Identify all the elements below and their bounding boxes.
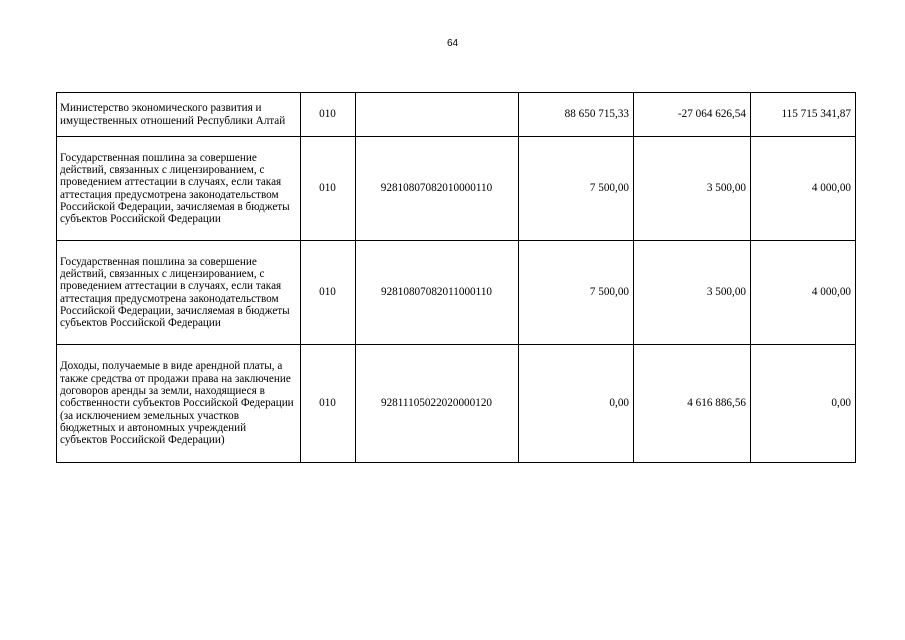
row-kbk-cell: 92810807082010000110 — [356, 137, 519, 241]
row-name-cell: Государственная пошлина за совершение действий, связанных с лицензированием, с проведением аттестации в случаях, если такая аттестация предусмотрена законодательством Российской Федерации, зачисляемая в бюджеты субъектов Российской Федерации — [57, 137, 301, 241]
row-value3-cell: 0,00 — [751, 345, 856, 463]
revenue-table — [56, 92, 856, 463]
row-kbk-cell: 92810807082011000110 — [356, 241, 519, 345]
row-value1-cell: 0,00 — [519, 345, 634, 463]
row-value2-cell: 3 500,00 — [634, 137, 751, 241]
page-number: 64 — [446, 38, 459, 49]
row-code-cell: 010 — [301, 137, 356, 241]
row-value1-cell: 7 500,00 — [519, 241, 634, 345]
table-row — [57, 137, 856, 241]
row-value3-cell: 115 715 341,87 — [751, 93, 856, 137]
row-value2-cell: 4 616 886,56 — [634, 345, 751, 463]
row-name-cell: Министерство экономического развития и имущественных отношений Республики Алтай — [57, 93, 301, 137]
row-code-cell: 010 — [301, 345, 356, 463]
row-value1-cell: 88 650 715,33 — [519, 93, 634, 137]
table-row — [57, 241, 856, 345]
table-row — [57, 345, 856, 463]
row-value3-cell: 4 000,00 — [751, 137, 856, 241]
row-name-cell: Государственная пошлина за совершение действий, связанных с лицензированием, с проведением аттестации в случаях, если такая аттестация предусмотрена законодательством Российской Федерации, зачисляемая в бюджеты субъектов Российской Федерации — [57, 241, 301, 345]
row-kbk-cell: 92811105022020000120 — [356, 345, 519, 463]
row-value2-cell: 3 500,00 — [634, 241, 751, 345]
row-kbk-cell — [356, 93, 519, 137]
row-value1-cell: 7 500,00 — [519, 137, 634, 241]
row-value2-cell: -27 064 626,54 — [634, 93, 751, 137]
table-row — [57, 93, 856, 137]
row-code-cell: 010 — [301, 93, 356, 137]
row-value3-cell: 4 000,00 — [751, 241, 856, 345]
row-name-cell: Доходы, получаемые в виде арендной платы, а также средства от продажи права на заключение договоров аренды за земли, находящиеся в собственности субъектов Российской Федерации (за исключением земельных участков бюджетных и автономных учреждений субъектов Российской Федерации) — [57, 345, 301, 463]
row-code-cell: 010 — [301, 241, 356, 345]
